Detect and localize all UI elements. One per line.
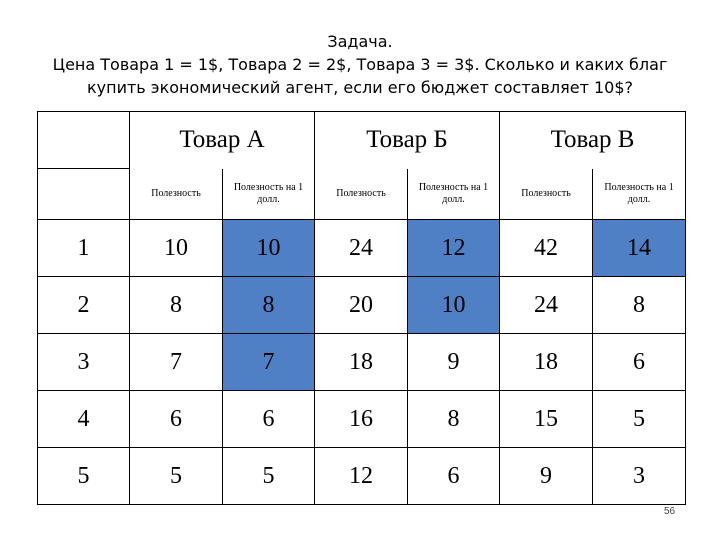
subheader-utility: Полезность [315,169,408,220]
table-cell: 5 [223,448,315,505]
table-cell: 18 [500,334,593,391]
table-cell: 5 [130,448,223,505]
table-cell: 3 [593,448,686,505]
subheader-utility-per-dollar: Полезность на 1 долл. [223,169,315,220]
table-cell: 10 [130,220,223,277]
good-a-header: Товар А [130,112,315,169]
table-row [38,277,686,334]
table-cell: 15 [500,391,593,448]
row-number: 2 [38,277,130,334]
table-cell: 9 [500,448,593,505]
row-number: 1 [38,220,130,277]
table-row [38,391,686,448]
table-cell: 6 [130,391,223,448]
table-cell: 8 [130,277,223,334]
subheader-utility: Полезность [500,169,593,220]
header-sub-row [38,169,686,220]
row-number: 3 [38,334,130,391]
table-cell: 7 [223,334,315,391]
table-row [38,334,686,391]
table-cell: 8 [593,277,686,334]
table-cell: 6 [408,448,500,505]
utility-table [37,111,686,505]
table-cell: 12 [408,220,500,277]
subheader-utility: Полезность [130,169,223,220]
task-line-2: Цена Товара 1 = 1$, Товара 2 = 2$, Товара 3 = 3$. Сколько и каких благ [52,55,668,74]
table-row [38,220,686,277]
table-cell: 14 [593,220,686,277]
table-row [38,448,686,505]
table-cell: 7 [130,334,223,391]
table-cell: 24 [315,220,408,277]
table-cell: 10 [223,220,315,277]
table-cell: 20 [315,277,408,334]
table-cell: 5 [593,391,686,448]
table-cell: 24 [500,277,593,334]
table-cell: 42 [500,220,593,277]
good-c-header: Товар В [500,112,686,169]
table-cell: 18 [315,334,408,391]
corner-cell [38,112,130,169]
table-cell: 6 [593,334,686,391]
table-cell: 12 [315,448,408,505]
good-b-header: Товар Б [315,112,500,169]
task-title: Задача. [327,32,393,51]
header-goods-row [38,112,686,169]
task-text [0,30,720,99]
table-cell: 8 [223,277,315,334]
table-cell: 16 [315,391,408,448]
table-cell: 6 [223,391,315,448]
corner-cell-sub [38,169,130,220]
row-number: 4 [38,391,130,448]
subheader-utility-per-dollar: Полезность на 1 долл. [593,169,686,220]
page-number: 56 [664,506,676,517]
table-cell: 10 [408,277,500,334]
task-line-3: купить экономический агент, если его бюджет составляет 10$? [86,78,634,97]
subheader-utility-per-dollar: Полезность на 1 долл. [408,169,500,220]
table-cell: 8 [408,391,500,448]
row-number: 5 [38,448,130,505]
table-cell: 9 [408,334,500,391]
